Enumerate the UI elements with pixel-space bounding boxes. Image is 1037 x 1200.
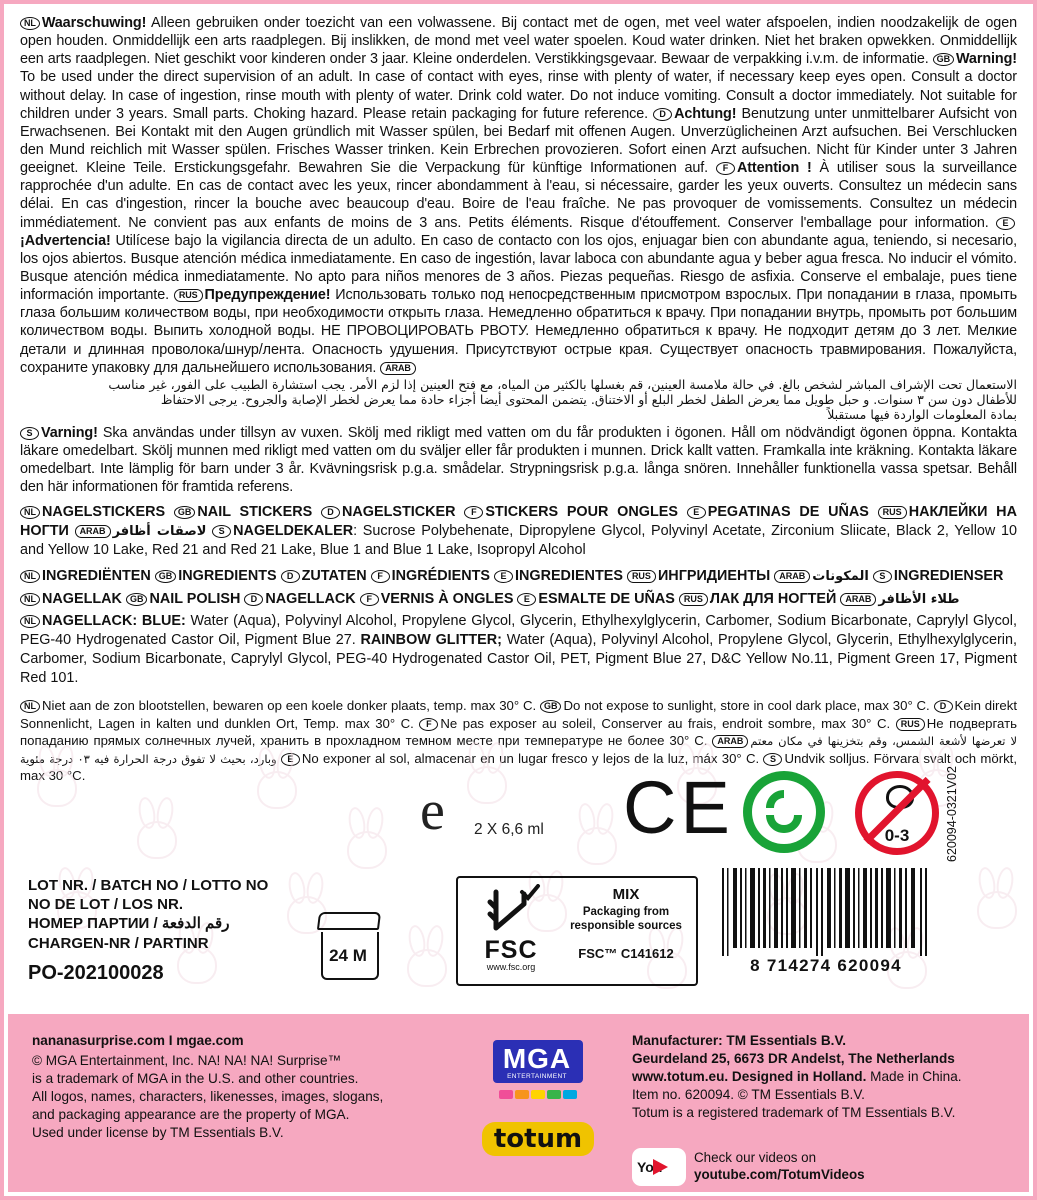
warning-nl-bold: Waarschuwing! — [41, 15, 147, 31]
warning-nl-text: Alleen gebruiken onder toezicht van een volwassene. Bij contact met de ogen, met veel water afspoelen, indien noodzakelijk de ogen open houden. Onmiddellijk een arts raadplegen. Bij inslikken, de mond met veel water spoelen. Koud water drinken. Niet het braken opwekken. Onmiddellijk een arts raadplegen. Niet geschikt voor kinderen onder 3 jaar. Kleine onderdelen. Verstikkingsgevaar. Bewaar de verpakking i.v.m. de informatie. — [20, 15, 1017, 68]
warning-gb-bold: Warning! — [955, 51, 1017, 68]
period-after-opening-icon — [314, 912, 382, 978]
copyright-line-2: is a trademark of MGA in the U.S. and other countries. — [32, 1070, 359, 1086]
polish-blue-label: NAGELLACK: BLUE: — [42, 613, 186, 630]
ce-mark-icon: CE — [623, 766, 734, 849]
lang-badge-ns-nl: NL — [20, 506, 40, 519]
lang-badge-ns-arab: ARAB — [75, 525, 111, 538]
lot-line-3: НОМЕР ПАРТИИ / رقم الدفعة — [28, 915, 230, 933]
estimated-sign-icon: e — [420, 780, 445, 842]
lang-badge-np-gb: GB — [126, 593, 148, 606]
lot-line-1: LOT NR. / BATCH NO / LOTTO NO — [28, 877, 269, 894]
lang-badge-de: D — [653, 108, 672, 121]
copyright-line-4: and packaging appearance are the property of MGA. — [32, 1106, 350, 1122]
nail-stickers-ingredients: Sucrose Polybehenate, Dipropylene Glycol, Polyvinyl Acetate, Zirconium Sliicate, Black 2, Yellow 10 and Yellow 10 Lake, Red 21 and Red 21 Lake, Blue 1 and Blue 1 Lake, Isopropyl Alcohol — [20, 523, 1018, 558]
manufacturer-line-2: Geurdeland 25, 6673 DR Andelst, The Netherlands — [632, 1051, 955, 1067]
lang-badge-st-es: E — [281, 753, 300, 766]
polish-label-es: ESMALTE DE UÑAS — [538, 590, 675, 607]
ean-barcode-number: 8 714274 620094 — [750, 956, 902, 975]
polish-rainbow-label: RAINBOW GLITTER; — [360, 632, 502, 649]
warning-sv — [20, 424, 1017, 497]
warning-ru-bold: Предупреждение! — [204, 287, 331, 304]
nail-stickers-section — [20, 503, 1017, 559]
youtube-you-text: You — [637, 1159, 663, 1175]
nail-stickers-label-arab: لاصقات أظافر — [112, 524, 207, 540]
lot-line-2: NO DE LOT / LOS NR. — [28, 896, 184, 914]
lang-badge-ing-nl: NL — [20, 570, 40, 583]
nail-stickers-label-ru: НАКЛЕЙКИ НА НОГТИ — [20, 504, 1017, 540]
copyright-line-5: Used under license by TM Essentials B.V. — [32, 1124, 284, 1140]
green-dot-recycle-icon — [743, 771, 825, 853]
lang-badge-gb: GB — [933, 53, 954, 66]
lang-badge-np-fr: F — [360, 593, 379, 606]
totum-logo — [478, 1122, 598, 1156]
polish-label-gb: NAIL POLISH — [149, 590, 241, 607]
nail-stickers-label-sv: NAGELDEKALER — [233, 523, 354, 540]
lang-badge-st-nl: NL — [20, 700, 40, 713]
mga-logo-text — [493, 1040, 583, 1083]
manufacturer-line-4: Item no. 620094. © TM Essentials B.V. — [632, 1087, 865, 1103]
polish-rainbow-text: Water (Aqua), Polyvinyl Alcohol, Propylene Glycol, Glycerin, Ethylhexylglycerin, Carbomer, Sodium Bicarbonate, Caprylyl Glycol, PEG-40 Hydrogenated Castor Oil, PET, Pigment Blue 27, D&C Yellow No.11, Pigment Green 17, Pigment Red 101. — [20, 632, 1017, 686]
ingredients-label-arab: المكونات — [812, 568, 869, 584]
lang-badge-st-sv: S — [763, 753, 782, 766]
lang-badge-sv: S — [20, 427, 39, 440]
storage-gb: Do not expose to sunlight, store in cool dark place, max 30° C. — [563, 698, 930, 714]
lang-badge-ing-ru: RUS — [627, 570, 656, 583]
lang-badge-np-es: E — [517, 593, 536, 606]
lang-badge-st-arab: ARAB — [712, 735, 748, 748]
fsc-code: FSC™ C141612 — [578, 946, 674, 961]
lang-badge-fr: F — [716, 162, 735, 175]
youtube-check-line: Check our videos on — [694, 1150, 817, 1166]
storage-nl: Niet aan de zon blootstellen, bewaren op een koele donker plaats, temp. max 30° C. — [42, 698, 537, 714]
warning-gb-text: To be used under the direct supervision of an adult. In case of contact with eyes, rinse with plenty of water, if necessary keep eyes open. Consult a doctor without delay. In case of ingestion, rinse mouth with plenty of water. Drink cold water. Do not induce vomiting. Consult a doctor immediately. Not suitable for children under 3 years. Small parts. Choking hazard. Please retain packaging for future reference. — [20, 69, 1017, 122]
warning-de-text: Benutzung unter unmittelbarer Aufsicht von Erwachsenen. Bei Kontakt mit den Augen gründlich mit Wasser spülen, bei Bedarf mit offenen Augen. Unverzüglicheinen Arzt aufsuchen. Bei Verschlucken den Mund reichlich mit Wasser spülen. Frisches Wasser trinken. Kein Erbrechen provozieren. Sofort einen Arzt aufsuchen. Nicht für Kinder unter 3 Jahren geeignet. Kleine Teile. Erstickungsgefahr. Bewahren Sie die Verpackung für künftige Informationen auf. — [20, 105, 1017, 177]
storage-es: No exponer al sol, almacenar en un lugar fresco y lejos de la luz, máx 30° C. — [301, 750, 760, 766]
polish-label-arab: طلاء الأظافر — [878, 591, 960, 607]
lang-badge-ru: RUS — [174, 289, 203, 302]
fsc-mix-label: MIX — [612, 886, 640, 903]
ingredients-label-sv: INGREDIENSER — [893, 567, 1004, 584]
lang-badge-st-de: D — [934, 700, 953, 713]
fsc-url: www.fsc.org — [486, 962, 536, 972]
lot-number-value: PO-202100028 — [28, 961, 164, 984]
lang-badge-np-arab: ARAB — [840, 593, 876, 606]
ingredients-label-es: INGREDIENTES — [514, 567, 623, 584]
compliance-icon-row — [4, 759, 1033, 869]
warning-ru — [20, 287, 1017, 376]
lang-badge-ing-de: D — [281, 570, 300, 583]
age-restriction-label: 0-3 — [884, 826, 910, 845]
bunny-icon — [968, 869, 1022, 933]
mga-logo-word: MGA — [502, 1043, 572, 1074]
fsc-source-line2: responsible sources — [570, 919, 682, 932]
lang-badge-ns-sv: S — [212, 525, 231, 538]
legal-text-region — [4, 4, 1033, 784]
warning-arabic-line-3: بمادة المعلومات الواردة فيها مستقبلاً — [827, 406, 1017, 422]
polish-blue-text: Water (Aqua), Polyvinyl Alcohol, Propylene Glycol, Glycerin, Ethylhexylglycerin, Carbomer, Sodium Bicarbonate, Caprylyl Glycol, PEG-40 Hydrogenated Castor Oil, Pigment Blue 27. — [20, 613, 1018, 649]
ingredients-label-fr: INGRÉDIENTS — [391, 567, 490, 584]
youtube-icon — [632, 1148, 686, 1186]
bunny-icon — [398, 927, 452, 991]
lang-badge-st-ru: RUS — [896, 718, 925, 731]
youtube-channel-line[interactable]: youtube.com/TotumVideos — [694, 1167, 865, 1182]
lang-badge-np-ru: RUS — [679, 593, 708, 606]
storage-fr: Ne pas exposer au soleil, Conserver au frais, endroit sombre, max 30° C. — [440, 715, 891, 731]
net-volume-label: 2 X 6,6 ml — [474, 821, 544, 838]
warning-arabic-line-2: للأطفال دون سن ٣ سنوات. و حبل طويل مما يعرض الطفل لخطر البلع أو الاختناق. يتضمن المحتوى أيضا أجزاء حادة مما يعرض لخطر الإصابة والجروح. يرجى الاحتفاظ — [160, 391, 1017, 407]
lang-badge-ing-sv: S — [873, 570, 892, 583]
lang-badge-st-fr: F — [419, 718, 438, 731]
youtube-promo[interactable] — [632, 1148, 865, 1186]
lang-badge-ing-fr: F — [371, 570, 390, 583]
nail-stickers-colon: : — [353, 523, 363, 540]
artwork-version-code: 620094-0321V02 — [945, 766, 959, 862]
mga-logo — [478, 1040, 598, 1104]
ingredients-label-ru: ИНГРИДИЕНТЫ — [657, 567, 771, 584]
ean-barcode — [720, 868, 932, 956]
nail-stickers-label-es: PEGATINAS DE UÑAS — [707, 504, 869, 521]
warning-es-bold: ¡Advertencia! — [20, 232, 111, 249]
lang-badge-ns-fr: F — [464, 506, 483, 519]
polish-label-de: NAGELLACK — [265, 590, 356, 607]
storage-sv: Undvik solljus. Förvara svalt och mörkt, max 30 °C. — [20, 750, 1018, 784]
warning-ru-text: Использовать только под непосредственным присмотром взрослых. При попадании в глаза, промыть глаза большим количеством воды, при необходимости открыть глаза. Немедленно обратиться к врачу. При попадании внутрь, промыть рот большим количеством воды. Выпить холодной воды. НЕ ПРОВОЦИРОВАТЬ РВОТУ. Немедленно обратиться к врачу. Не подходит детям до 3 лет. Мелкие детали и длинная проволока/шнур/лента. Опасность удушения. Присутствуют острые края. Существует опасность травмирования. Пожалуйста, сохраните упаковку для дальнейшего использования. — [20, 287, 1017, 376]
ingredients-label-de: ZUTATEN — [301, 567, 367, 584]
copyright-line-3: All logos, names, characters, likenesses, images, slogans, — [32, 1088, 384, 1104]
fsc-logo-text: FSC — [484, 936, 538, 964]
mga-logo-sub: ENTERTAINMENT — [507, 1073, 567, 1080]
manufacturer-block — [632, 1032, 1024, 1122]
nail-stickers-label-fr: STICKERS POUR ONGLES — [485, 504, 678, 521]
manufacturer-line-5: Totum is a registered trademark of TM Essentials B.V. — [632, 1105, 956, 1121]
storage-arab: لا تعرضها لأشعة الشمس، وقم بتخزينها في مكان معتم وبارد، بحيث لا تفوق درجة الحرارة فيه ٣٠ درجة مئوية — [20, 734, 1017, 766]
polish-label-fr: VERNIS À ONGLES — [380, 590, 514, 607]
nail-stickers-label-gb: NAIL STICKERS — [197, 504, 313, 521]
warning-arabic-line-1: الاستعمال تحت الإشراف المباشر لشخص بالغ. في حالة ملامسة العينين، قم بغسلها بالكثير من المياه، مع فتح العينين إذا لزم الأمر. يجب استشارة الطبيب على الفور، غير مناسب — [108, 376, 1017, 392]
manufacturer-line-3: www.totum.eu. Designed in Holland. Made in China. — [632, 1069, 962, 1085]
lang-badge-npi-nl: NL — [20, 615, 40, 628]
nail-stickers-label-de: NAGELSTICKER — [342, 504, 456, 521]
warning-fr-bold: Attention ! — [736, 160, 812, 177]
lang-badge-ing-arab: ARAB — [774, 570, 810, 583]
warning-sv-bold: Varning! — [41, 424, 98, 441]
lang-badge-ns-ru: RUS — [878, 506, 907, 519]
storage-de: Kein direkt Sonnenlicht, Lagen in kalten und dunklen Ort, Temp. max 30° C. — [20, 698, 1018, 731]
warning-nl — [20, 15, 1017, 67]
lot-number-block — [28, 876, 268, 986]
footer-bar — [8, 1014, 1029, 1192]
fsc-certification-badge — [456, 876, 698, 986]
lang-badge-arab: ARAB — [380, 362, 416, 375]
pao-duration-label: 24 M — [329, 946, 367, 965]
warning-sv-text: Ska användas under tillsyn av vuxen. Skölj med rikligt med vatten om du får produkten i ögonen. Håll om nödvändigt ögonen öppna. Kontakta läkare omedelbart. Skölj munnen med rikligt med vatten om du sväljer eller får produkten i munnen. Drick kallt vatten. Framkalla inte kräkning. Kontakta läkare omedelbart. Inte lämplig för barn under 3 år. Kvävningsrisk p.g.a. smådelar. Strypningsrisk p.g.a. långa snören. Innehåller funktionella vassa spetsar. Behåll den här informationen för framtida referens. — [20, 424, 1017, 496]
lang-badge-nl: NL — [20, 17, 40, 30]
lang-badge-ing-gb: GB — [155, 570, 177, 583]
nail-polish-header-row — [20, 590, 1017, 609]
fsc-source-line1: Packaging from — [582, 906, 670, 918]
brand-legal-block — [32, 1032, 442, 1142]
lot-line-4: CHARGEN-NR / PARTINR — [28, 934, 209, 952]
polish-label-nl: NAGELLAK — [42, 590, 122, 607]
nail-polish-ingredients — [20, 612, 1017, 687]
lang-badge-ing-es: E — [494, 570, 513, 583]
mga-color-dots — [478, 1086, 598, 1104]
lang-badge-np-nl: NL — [20, 593, 40, 606]
brand-websites[interactable]: nananasurprise.com I mgae.com — [32, 1033, 244, 1048]
warning-paragraph — [20, 14, 1017, 377]
youtube-text — [694, 1150, 865, 1184]
polish-label-ru: ЛАК ДЛЯ НОГТЕЙ — [709, 590, 837, 607]
ingredients-label-gb: INGREDIENTS — [178, 567, 277, 584]
lang-badge-ns-de: D — [321, 506, 340, 519]
lang-badge-ns-gb: GB — [174, 506, 196, 519]
copyright-line-1: © MGA Entertainment, Inc. NA! NA! NA! Surprise™ — [32, 1052, 342, 1068]
lang-badge-st-gb: GB — [540, 700, 562, 713]
warning-es-text: Utilícese bajo la vigilancia directa de un adulto. En caso de contacto con los ojos, enjuagar bien con abundante agua, teniendo, si necesario, los ojos abiertos. Busque atención médica inmediatamente. En caso de ingestión, lavar laboca con abundante agua y beber agua fresca. No inducir el vómito. Busque atención médica inmediatamente. No apto para niños menores de 3 años. Piezas pequeñas. Riesgo de asfixia. Conserve el embalaje, pues tiene información importante. — [20, 232, 1017, 304]
manufacturer-line-1: Manufacturer: TM Essentials B.V. — [632, 1033, 847, 1048]
warning-de-bold: Achtung! — [674, 105, 737, 122]
lang-badge-np-de: D — [244, 593, 263, 606]
nail-stickers-label-nl: NAGELSTICKERS — [42, 504, 166, 521]
totum-logo-text: totum — [482, 1122, 594, 1156]
ingredients-header-row — [20, 567, 1017, 586]
lang-badge-ns-es: E — [687, 506, 706, 519]
warning-fr-text: À utiliser sous la surveillance rapprochée d'un adulte. En cas de contact avec les yeux, rincer abondamment à l'eau, si nécessaire, garder les yeux ouverts. Consultez un médecin sans délai. En cas d'ingestion, rincer la bouche avec beaucoup d'eau. Boire de l'eau fraîche. Ne pas provoquer de vomissements. Consultez un médecin immédiatement. Ne convient pas aux enfants de moins de 3 ans. Petits éléments. Risque d'étouffement. Conserver l'emballage pour information. — [20, 160, 1017, 231]
age-restriction-icon — [855, 771, 939, 855]
storage-ru: Не подвергать попаданию прямых солнечных лучей, хранить в прохладном темном месте при температуре не более 30° C. — [20, 715, 1017, 749]
fsc-source-text — [562, 906, 690, 934]
ingredients-label-nl: INGREDIËNTEN — [42, 567, 151, 584]
lang-badge-es: E — [996, 217, 1015, 230]
